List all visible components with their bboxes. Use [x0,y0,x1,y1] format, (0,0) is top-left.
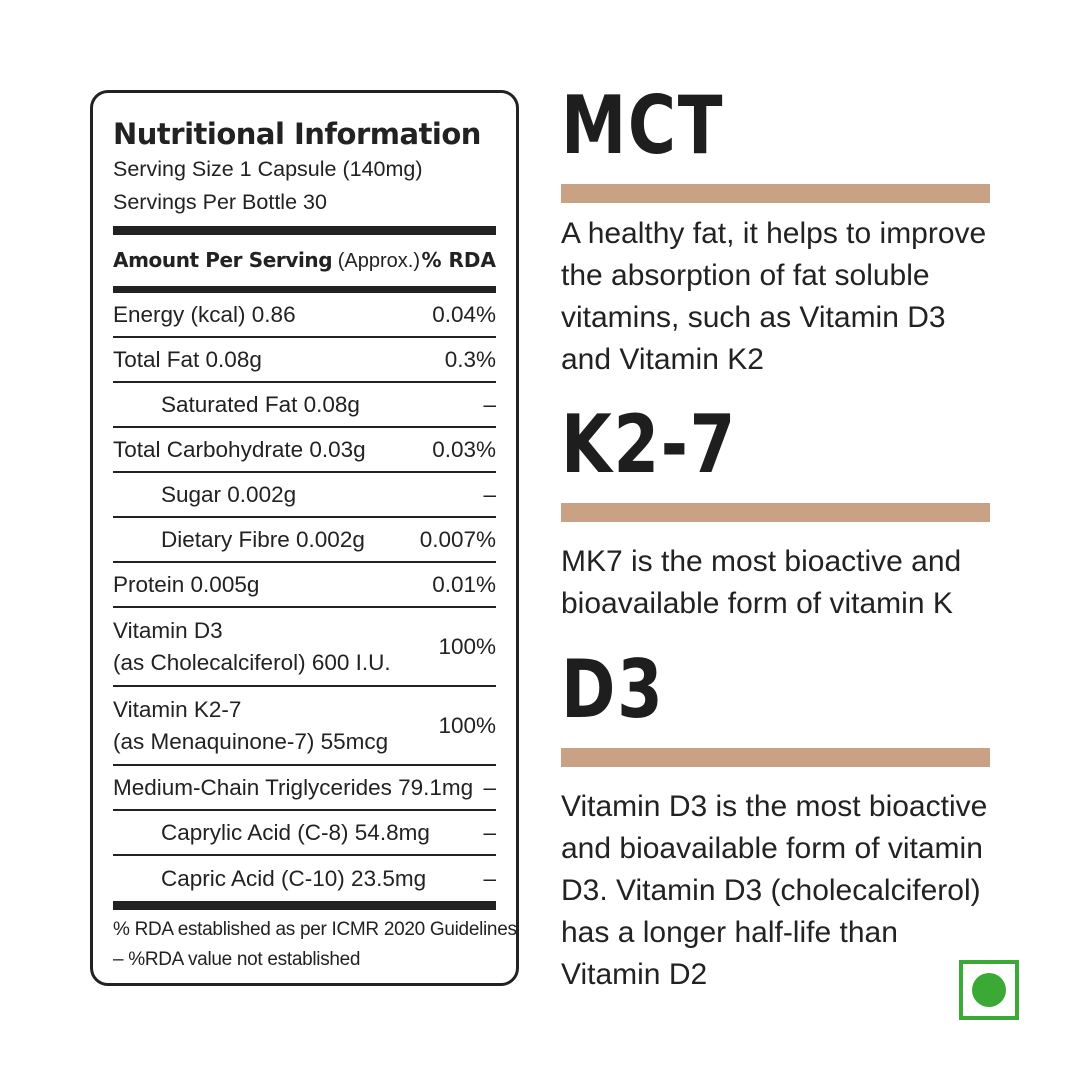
thick-divider [113,226,496,235]
table-row [113,608,496,687]
row-value: 100% [438,712,496,738]
k2-7-heading: K2-7 [561,398,737,491]
row-name-line1: Vitamin D3 [113,617,223,643]
row-name: Total Fat 0.08g [113,346,262,372]
row-value: – [483,391,496,417]
k2-7-accent-bar [561,503,990,522]
table-row [113,811,496,856]
row-value: 100% [438,633,496,659]
table-header [113,243,496,277]
amount-label: Amount Per Serving [113,247,333,272]
table-row [113,518,496,563]
nutrition-panel [90,90,519,986]
d3-heading: D3 [561,643,665,736]
row-name: Capric Acid (C-10) 23.5mg [161,865,427,891]
table-row [113,473,496,518]
row-value: – [483,481,496,507]
row-name [113,694,388,758]
panel-title: Nutritional Information [113,117,481,151]
mct-description: A healthy fat, it helps to improve the absorption of fat soluble vitamins, such as Vitamin D3 and Vitamin K2 [561,217,987,376]
table-row [113,428,496,473]
vegetarian-dot [972,973,1006,1007]
bottom-divider [113,901,496,910]
d3-description: Vitamin D3 is the most bioactive and bioavailable form of vitamin D3. Vitamin D3 (cholecalciferol) has a longer half-life than Vitamin D2 [561,790,988,991]
row-name [113,615,391,679]
table-row [113,338,496,383]
mct-heading: MCT [561,79,725,172]
table-row [113,293,496,338]
row-name: Medium-Chain Triglycerides 79.1mg [113,774,474,800]
row-name: Saturated Fat 0.08g [161,391,360,417]
row-value: 0.01% [432,571,496,597]
row-value: – [483,819,496,845]
table-row [113,383,496,428]
row-value: – [483,774,496,800]
vegetarian-mark-icon [959,960,1019,1020]
rda-header: % RDA [421,248,496,272]
amount-per-serving-header [113,248,420,273]
row-name: Energy (kcal) 0.86 [113,301,296,327]
header-divider [113,286,496,293]
row-name-line2: (as Cholecalciferol) 600 I.U. [113,649,391,675]
row-name: Total Carbohydrate 0.03g [113,436,366,462]
k2-7-description: MK7 is the most bioactive and bioavailable form of vitamin K [561,545,962,620]
row-name-line2: (as Menaquinone-7) 55mcg [113,728,389,754]
row-name: Dietary Fibre 0.002g [161,526,365,552]
servings-per-bottle: Servings Per Bottle 30 [113,190,327,214]
mct-accent-bar [561,184,990,203]
table-row [113,563,496,608]
row-name-line1: Vitamin K2-7 [113,696,242,722]
row-value: 0.007% [419,526,496,552]
row-value: 0.04% [432,301,496,327]
rda-footnote: % RDA established as per ICMR 2020 Guidelines [113,919,517,940]
table-row [113,766,496,811]
row-name: Caprylic Acid (C-8) 54.8mg [161,819,430,845]
serving-size: Serving Size 1 Capsule (140mg) [113,157,423,181]
table-row [113,687,496,766]
row-value: 0.3% [444,346,496,372]
approx-label: (Approx.) [332,249,420,272]
row-name: Protein 0.005g [113,571,260,597]
d3-accent-bar [561,748,990,767]
row-name: Sugar 0.002g [161,481,297,507]
row-value: 0.03% [432,436,496,462]
row-value: – [483,865,496,891]
not-established-footnote: – %RDA value not established [113,949,361,970]
table-row [113,856,496,901]
